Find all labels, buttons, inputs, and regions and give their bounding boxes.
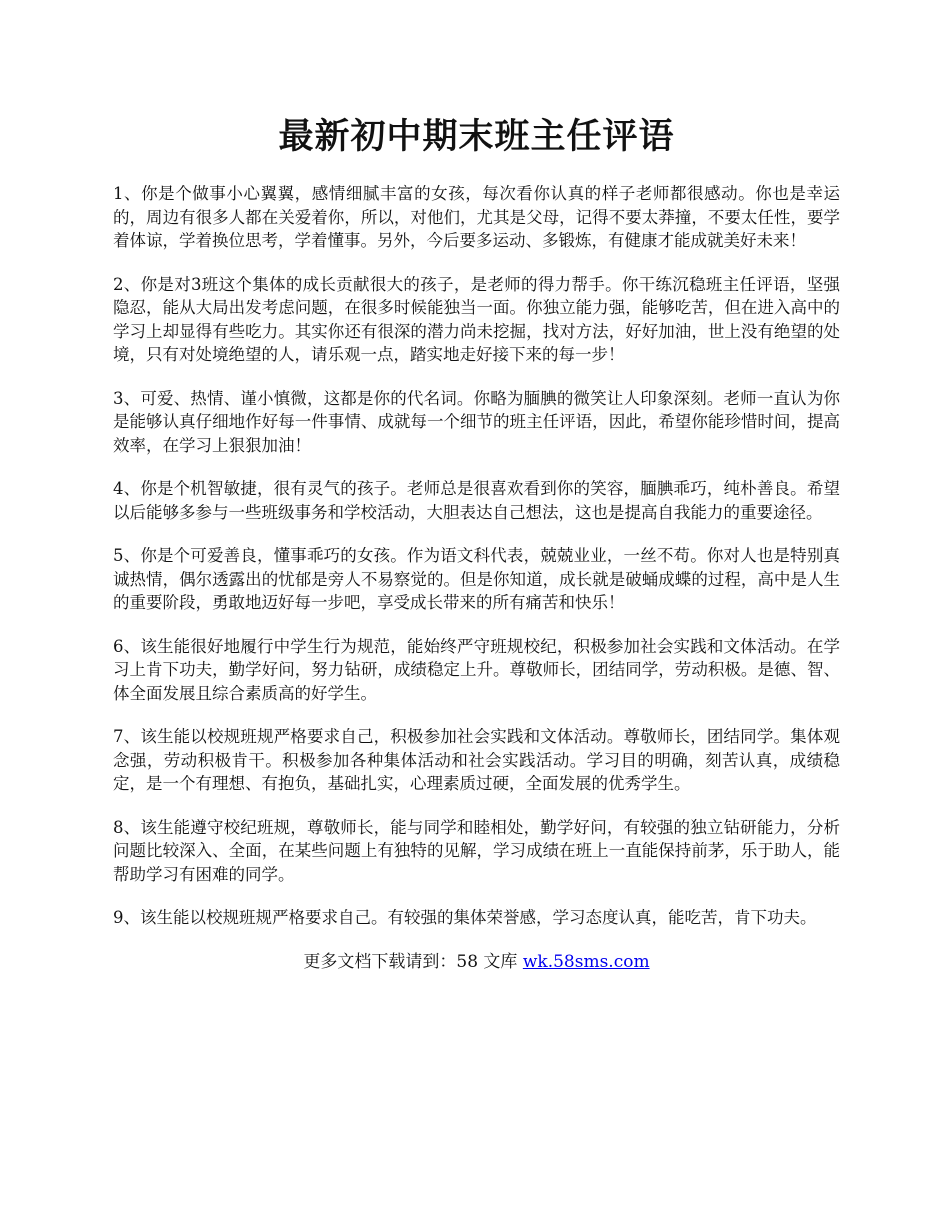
- footer-link[interactable]: wk.58sms.com: [522, 951, 650, 972]
- comment-paragraph-4: 4、你是个机智敏捷，很有灵气的孩子。老师总是很喜欢看到你的笑容，腼腆乖巧，纯朴善良。希望以后能够多参与一些班级事务和学校活动，大胆表达自己想法，这也是提高自我能力的重要途径。: [113, 479, 840, 522]
- comment-paragraph-7: 7、该生能以校规班规严格要求自己，积极参加社会实践和文体活动。尊敬师长，团结同学。集体观念强，劳动积极肯干。积极参加各种集体活动和社会实践活动。学习目的明确，刻苦认真，成绩稳定，是一个有理想、有抱负，基础扎实，心理素质过硬，全面发展的优秀学生。: [113, 727, 840, 793]
- comment-paragraph-3: 3、可爱、热情、谨小慎微，这都是你的代名词。你略为腼腆的微笑让人印象深刻。老师一直认为你是能够认真仔细地作好每一件事情、成就每一个细节的班主任评语，因此，希望你能珍惜时间，提高效率，在学习上狠狠加油！: [113, 388, 840, 455]
- comment-paragraph-6: 6、该生能很好地履行中学生行为规范，能始终严守班规校纪，积极参加社会实践和文体活动。在学习上肯下功夫，勤学好问，努力钻研，成绩稳定上升。尊敬师长，团结同学，劳动积极。是德、智、体全面发展且综合素质高的好学生。: [113, 636, 840, 703]
- comment-paragraph-5: 5、你是个可爱善良，懂事乖巧的女孩。作为语文科代表，兢兢业业，一丝不苟。你对人也是特别真诚热情，偶尔透露出的忧郁是旁人不易察觉的。但是你知道，成长就是破蛹成蝶的过程，高中是人生的重要阶段，勇敢地迈好每一步吧，享受成长带来的所有痛苦和快乐！: [113, 546, 840, 612]
- comment-paragraph-1: 1、你是个做事小心翼翼，感情细腻丰富的女孩，每次看你认真的样子老师都很感动。你也是幸运的，周边有很多人都在关爱着你，所以，对他们，尤其是父母，记得不要太莽撞，不要太任性，要学着体谅，学着换位思考，学着懂事。另外，今后要多运动、多锻炼，有健康才能成就美好未来！: [113, 184, 840, 250]
- document-title: 最新初中期末班主任评语: [278, 116, 675, 157]
- comment-paragraph-8: 8、该生能遵守校纪班规，尊敬师长，能与同学和睦相处，勤学好问，有较强的独立钻研能力，分析问题比较深入、全面，在某些问题上有独特的见解，学习成绩在班上一直能保持前茅，乐于助人，能帮助学习有困难的同学。: [113, 817, 840, 884]
- comment-paragraph-9: 9、该生能以校规班规严格要求自己。有较强的集体荣誉感，学习态度认真，能吃苦，肯下功夫。: [113, 908, 817, 927]
- document-page: [113, 112, 840, 974]
- download-footer: [113, 950, 840, 974]
- footer-text: 更多文档下载请到：58 文库: [303, 951, 523, 972]
- comment-paragraph-2: 2、你是对3班这个集体的成长贡献很大的孩子，是老师的得力帮手。你干练沉稳班主任评语，坚强隐忍，能从大局出发考虑问题，在很多时候能独当一面。你独立能力强，能够吃苦，但在进入高中的学习上却显得有些吃力。其实你还有很深的潜力尚未挖掘，找对方法，好好加油，世上没有绝望的处境，只有对处境绝望的人，请乐观一点，踏实地走好接下来的每一步！: [113, 274, 840, 364]
